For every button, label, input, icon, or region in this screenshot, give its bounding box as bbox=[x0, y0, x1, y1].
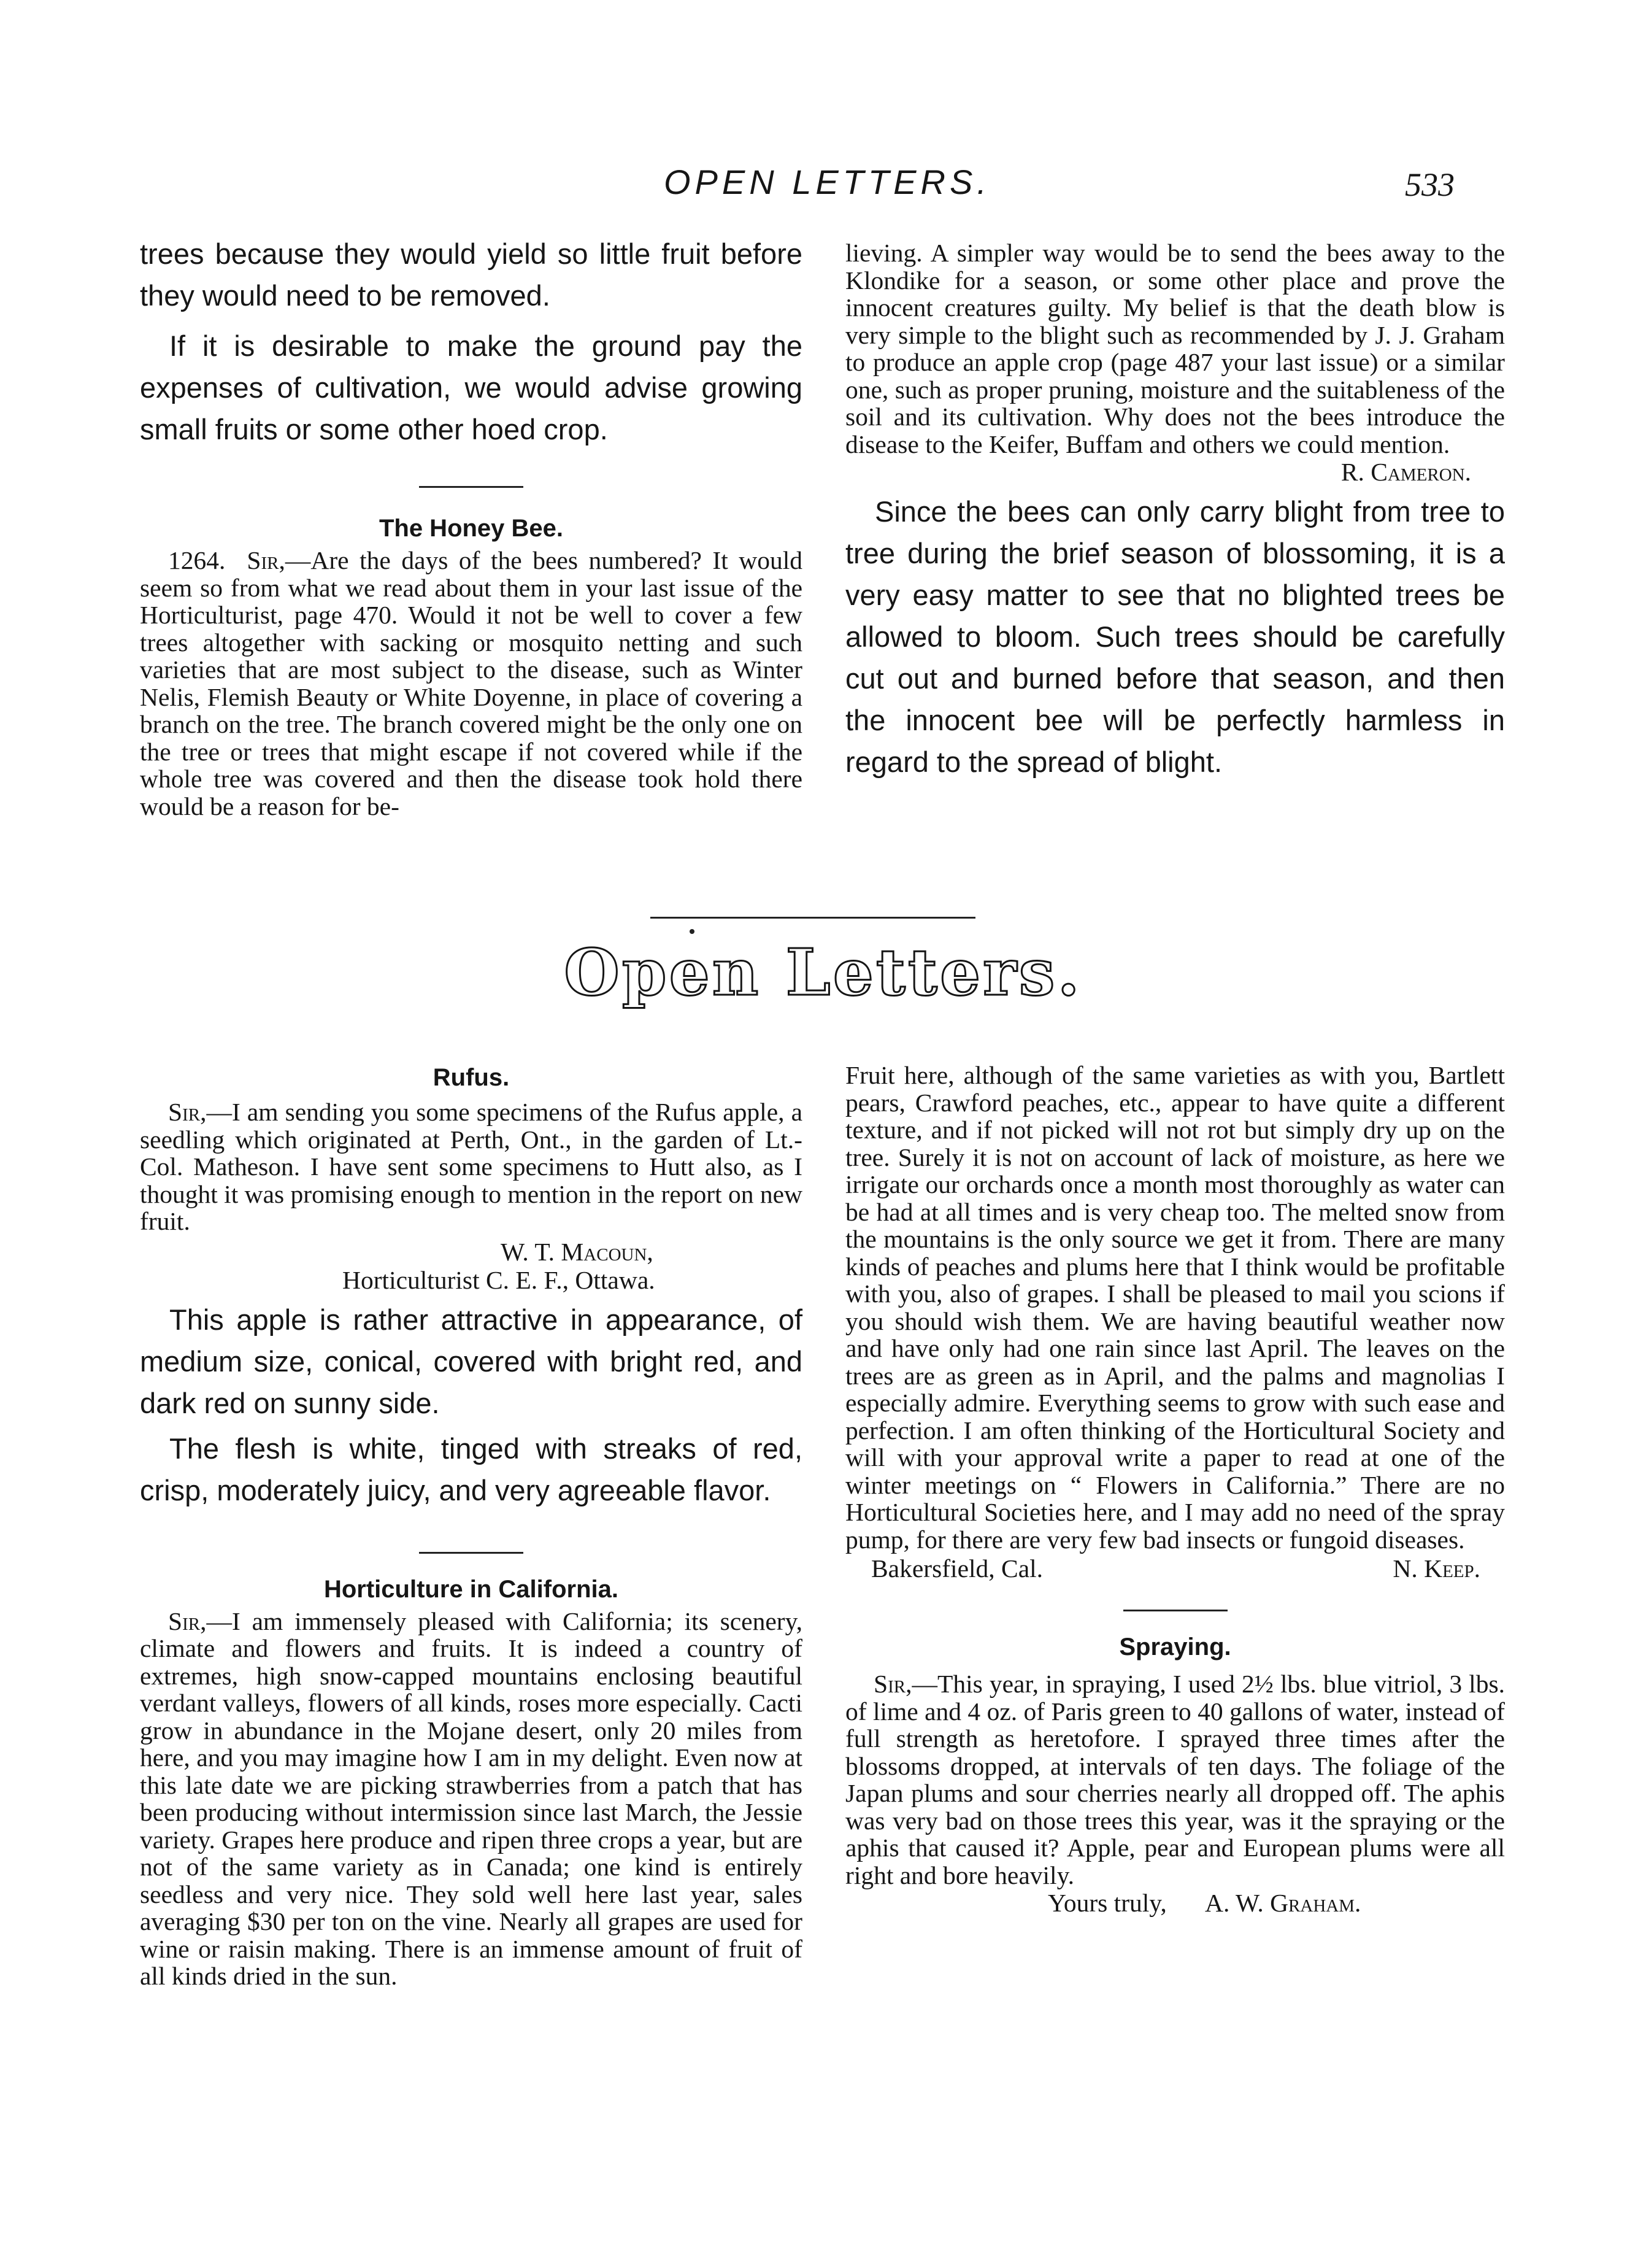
article-continuation: trees because they would yield so little fruit before they would need to be removed. bbox=[140, 237, 802, 312]
rufus-letter bbox=[140, 1098, 802, 1235]
california-letter-continued: Fruit here, although of the same varieties as with you, Bartlett pears, Crawford peaches, etc., appear to have quite a different texture, and if not picked will not rot but simply dry up on the tree. Surely it is not on account of lack of moisture, as here we irrigate our orchards once a month most thoroughly as water can be had at all times and is very cheap too. The melted snow from the mountains is the only source we get it from. There are many kinds of peaches and plums here that I think would be profitable with you, also of grapes. I shall be pleased to mail you scions if you should wish them. We are having beautiful weather now and have only had one rain since last April. The leaves on the trees are as green as in April, and the palms and magnolias I especially admire. Everything seems to grow with such ease and perfection. I am often thinking of the Horticultural Society and will with your approval write a paper to read at one of the winter meetings on “ Flowers in California.” There are no Horticultural Societies here, and I may add no need of the spray pump, for there are very few bad insects or fungoid diseases. bbox=[845, 1061, 1505, 1554]
salutation: Sir, bbox=[247, 546, 285, 574]
page-header bbox=[0, 161, 1646, 210]
separator-rule bbox=[1123, 1610, 1228, 1611]
bottom-left-column bbox=[140, 1059, 802, 1990]
spraying-letter bbox=[845, 1670, 1505, 1889]
running-title: OPEN LETTERS. bbox=[664, 163, 991, 201]
signature-cameron: R. Cameron. bbox=[1340, 458, 1471, 486]
letter-body: —Are the days of the bees numbered? It would seem so from what we read about them in your last issue of the Horticulturist, page 470. Would it not be well to cover a few trees altogether with sacking or mosquito netting and such varieties that are most subject to the disease, such as Winter Nelis, Flemish Beauty or White Doyenne, in place of covering a branch on the tree. The branch covered might be the only one on the tree or trees that might escape if not covered while if the whole tree was covered and then the disease took hold there would be a reason for be- bbox=[140, 546, 802, 820]
rufus-heading: Rufus. bbox=[433, 1064, 510, 1091]
salutation: Sir, bbox=[874, 1670, 912, 1698]
editorial-advice: If it is desirable to make the ground pay the expenses of cultivation, we would advise growing small fruits or some other hoed crop. bbox=[140, 330, 802, 446]
california-heading: Horticulture in California. bbox=[323, 1575, 619, 1603]
spraying-heading: Spraying. bbox=[1119, 1634, 1231, 1660]
california-signoff bbox=[845, 1554, 1505, 1583]
honey-bee-heading: The Honey Bee. bbox=[379, 515, 564, 542]
signature-title: Horticulturist C. E. F., Ottawa. bbox=[342, 1265, 655, 1294]
salutation: Sir, bbox=[168, 1606, 207, 1635]
place: Bakersfield, Cal. bbox=[871, 1554, 1044, 1583]
salutation: Sir, bbox=[168, 1098, 207, 1126]
honey-bee-letter-continued: lieving. A simpler way would be to send the bees away to the Klondike for a season, or some other place and prove the innocent creatures guilty. My belief is that the death blow is very simple to the blight such as recommended by J. J. Graham to produce an apple crop (page 487 your last issue) or a similar one, such as proper pruning, moisture and the suitableness of the soil and its cultivation. Why does not the bees introduce the disease to the Keifer, Buffam and others we could mention. bbox=[845, 239, 1505, 458]
honey-bee-letter bbox=[140, 547, 802, 820]
signature-graham: A. W. Graham. bbox=[1204, 1889, 1361, 1917]
top-left-column bbox=[140, 233, 802, 820]
section-title: Open Letters. bbox=[564, 935, 1082, 1010]
letter-body: —I am sending you some specimens of the Rufus apple, a seedling which originated at Perth, Ont., in the garden of Lt.-Col. Matheson. I have sent some specimens to Hutt also, as I thought it was promising enough to mention in the report on new fruit. bbox=[140, 1098, 803, 1235]
rufus-flesh-description: The flesh is white, tinged with streaks of red, crisp, moderately juicy, and very agreeable flavor. bbox=[140, 1432, 802, 1506]
section-rule bbox=[650, 917, 975, 919]
separator-rule bbox=[419, 486, 523, 488]
page-number: 533 bbox=[1405, 166, 1455, 203]
letter-body: —This year, in spraying, I used 2½ lbs. blue vitriol, 3 lbs. of lime and 4 oz. of Paris green to 40 gallons of water, instead of full strength as heretofore. I sprayed three times after the blossoms dropped, at intervals of ten days. The foliage of the Japan plums and sour cherries nearly all dropped off. The aphis was very bad on those trees this year, was it the spraying or the aphis that caused it? Apple, pear and European plums were all right and bore heavily. bbox=[845, 1670, 1505, 1889]
top-right-column bbox=[845, 239, 1505, 783]
rufus-description: This apple is rather attractive in appearance, of medium size, conical, covered with bright red, and dark red on sunny side. bbox=[140, 1303, 802, 1419]
editorial-reply-bees: Since the bees can only carry blight from tree to tree during the brief season of blossoming, it is a very easy matter to see that no blighted trees be allowed to bloom. Such trees should be carefully cut out and burned before that season, and then the innocent bee will be perfectly harmless in regard to the spread of blight. bbox=[845, 495, 1505, 778]
letter-number: 1264. bbox=[168, 546, 226, 574]
bottom-right-column bbox=[845, 1062, 1505, 1917]
separator-rule bbox=[419, 1552, 523, 1554]
signature-keep: N. Keep. bbox=[1393, 1554, 1480, 1583]
california-letter bbox=[140, 1608, 802, 1990]
spraying-signoff bbox=[845, 1889, 1505, 1917]
letter-body: —I am immensely pleased with California; its scenery, climate and flowers and fruits. It is indeed a country of extremes, high snow-capped mountains enclosing beautiful verdant valleys, flowers of all kinds, roses more especially. Cacti grow in abundance in the Mojane desert, only 20 miles from here, and you may imagine how I am in my delight. Even now at this late date we are picking strawberries from a patch that has been producing without intermission since last March, the Jessie variety. Grapes here produce and ripen three crops a year, but are not of the same variety as in Canada; one kind is entirely seedless and very nice. They sold well here last year, sales averaging $30 per ton on the vine. Nearly all grapes are used for wine or raisin making. There is an immense amount of fruit of all kinds dried in the sun. bbox=[140, 1606, 802, 1990]
signature-name: W. T. Macoun, bbox=[501, 1237, 653, 1266]
closing: Yours truly, bbox=[1048, 1889, 1167, 1917]
